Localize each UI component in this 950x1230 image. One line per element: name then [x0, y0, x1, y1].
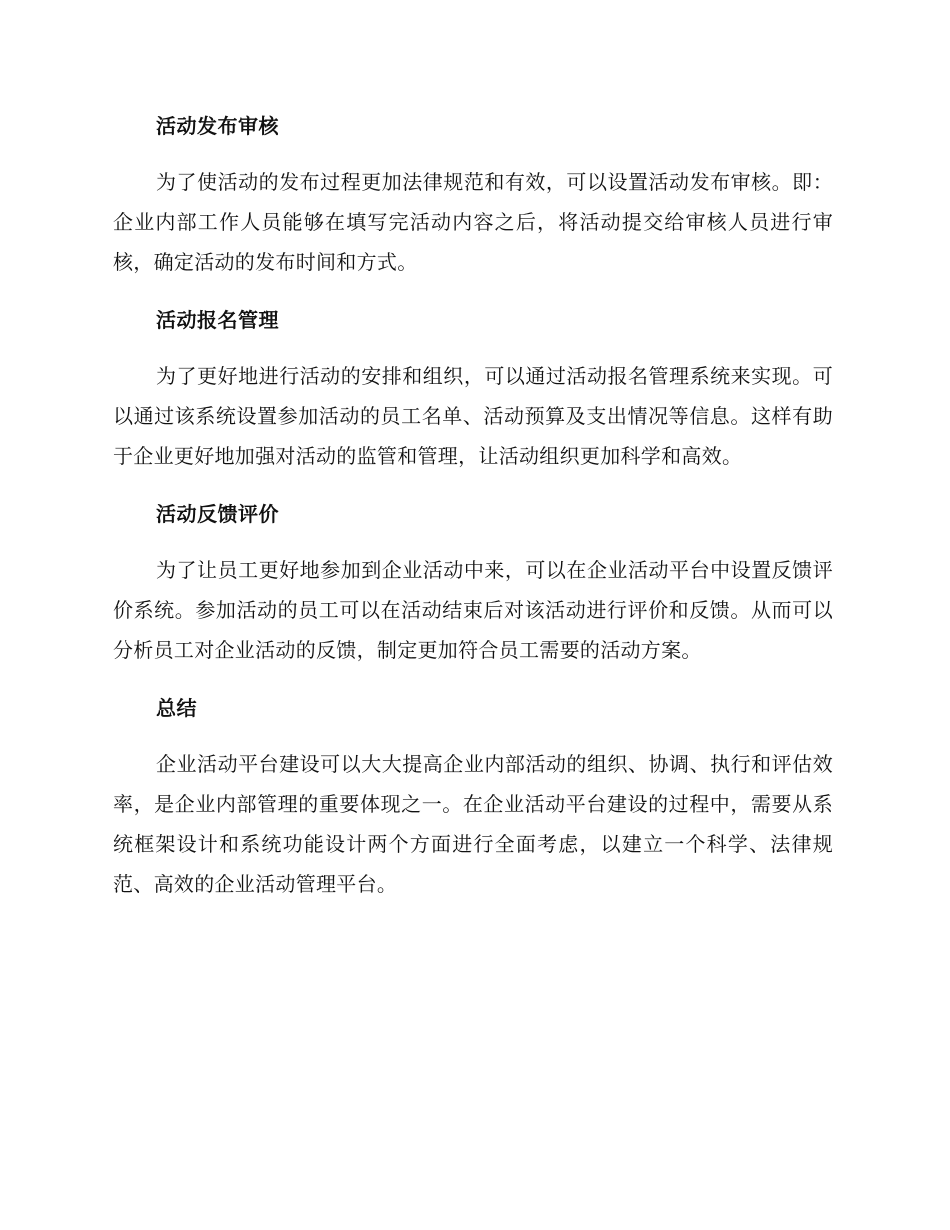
- section-heading-publish-review: 活动发布审核: [156, 114, 279, 138]
- section-paragraph-feedback: 为了让员工更好地参加到企业活动中来，可以在企业活动平台中设置反馈评价系统。参加活动的员工可以在活动结束后对该活动进行评价和反馈。从而可以分析员工对企业活动的反馈，制定更加符合员工需要的活动方案。: [113, 558, 833, 662]
- section-heading-registration: 活动报名管理: [156, 308, 279, 332]
- document-body: [113, 110, 833, 926]
- section-paragraph-publish-review: 为了使活动的发布过程更加法律规范和有效，可以设置活动发布审核。即：企业内部工作人员能够在填写完活动内容之后，将活动提交给审核人员进行审核，确定活动的发布时间和方式。: [113, 170, 833, 274]
- section-paragraph-summary: 企业活动平台建设可以大大提高企业内部活动的组织、协调、执行和评估效率，是企业内部管理的重要体现之一。在企业活动平台建设的过程中，需要从系统框架设计和系统功能设计两个方面进行全面考虑，以建立一个科学、法律规范、高效的企业活动管理平台。: [113, 752, 833, 896]
- section-paragraph-registration: 为了更好地进行活动的安排和组织，可以通过活动报名管理系统来实现。可以通过该系统设置参加活动的员工名单、活动预算及支出情况等信息。这样有助于企业更好地加强对活动的监管和管理，让活动组织更加科学和高效。: [113, 364, 833, 468]
- section-heading-feedback: 活动反馈评价: [156, 502, 279, 526]
- section-heading-summary: 总结: [156, 696, 197, 720]
